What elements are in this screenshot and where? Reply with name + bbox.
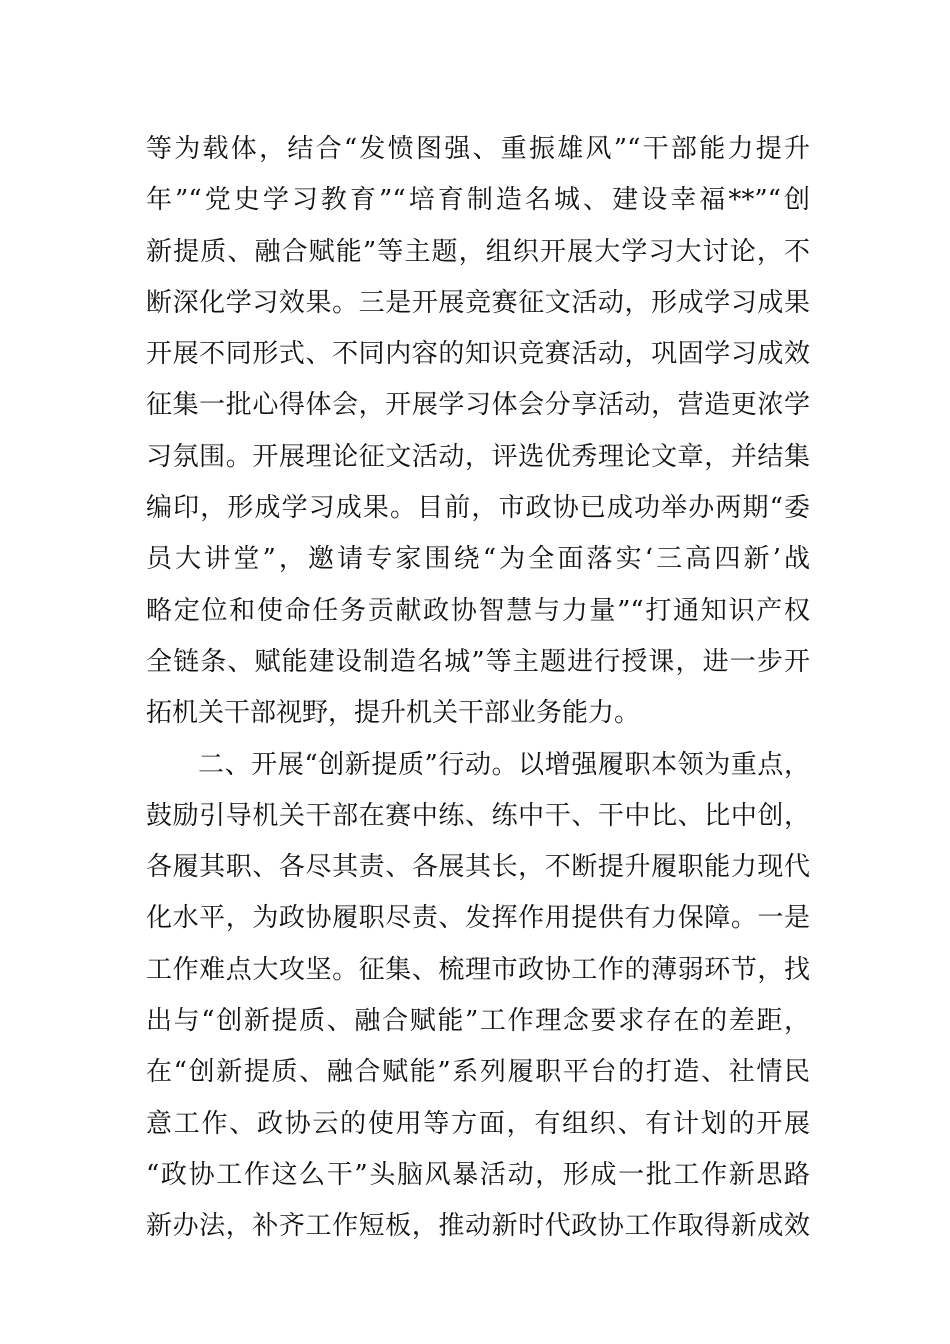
text-line: 新办法，补齐工作短板，推动新时代政协工作取得新成效: [146, 1211, 810, 1242]
text-line: 习氛围。开展理论征文活动，评选优秀理论文章，并结集: [146, 441, 810, 472]
text-line: 二、开展“创新提质”行动。以增强履职本领为重点，: [198, 749, 810, 780]
text-line: 鼓励引导机关干部在赛中练、练中干、干中比、比中创，: [146, 800, 810, 831]
body-text: [146, 124, 810, 1253]
text-line: 编印，形成学习成果。目前，市政协已成功举办两期“委: [146, 493, 810, 524]
text-line: 工作难点大攻坚。征集、梳理市政协工作的薄弱环节，找: [146, 954, 810, 985]
text-line: “政协工作这么干”头脑风暴活动，形成一批工作新思路: [146, 1159, 810, 1190]
text-line: 年”“党史学习教育”“培育制造名城、建设幸福**”“创: [146, 185, 810, 216]
text-line: 全链条、赋能建设制造名城”等主题进行授课，进一步开: [146, 646, 810, 677]
text-line: 开展不同形式、不同内容的知识竞赛活动，巩固学习成效: [146, 339, 810, 370]
text-line: 等为载体，结合“发愤图强、重振雄风”“干部能力提升: [146, 134, 810, 164]
text-line: 拓机关干部视野，提升机关干部业务能力。: [146, 698, 641, 729]
text-line: 略定位和使命任务贡献政协智慧与力量”“打通知识产权: [146, 595, 810, 626]
text-line: 出与“创新提质、融合赋能”工作理念要求存在的差距，: [146, 1006, 810, 1037]
text-line: 新提质、融合赋能”等主题，组织开展大学习大讨论，不: [146, 236, 810, 267]
text-line: 员大讲堂”，邀请专家围绕“为全面落实‘三高四新’战: [146, 544, 810, 575]
paragraph-1: [146, 124, 810, 740]
text-line: 化水平，为政协履职尽责、发挥作用提供有力保障。一是: [146, 903, 810, 934]
paragraph-2: [146, 740, 810, 1253]
text-line: 各履其职、各尽其责、各展其长，不断提升履职能力现代: [146, 852, 810, 883]
text-line: 征集一批心得体会，开展学习体会分享活动，营造更浓学: [146, 390, 810, 421]
text-line: 在“创新提质、融合赋能”系列履职平台的打造、社情民: [146, 1057, 810, 1088]
text-line: 意工作、政协云的使用等方面，有组织、有计划的开展: [146, 1108, 810, 1139]
text-line: 断深化学习效果。三是开展竞赛征文活动，形成学习成果: [146, 287, 810, 318]
